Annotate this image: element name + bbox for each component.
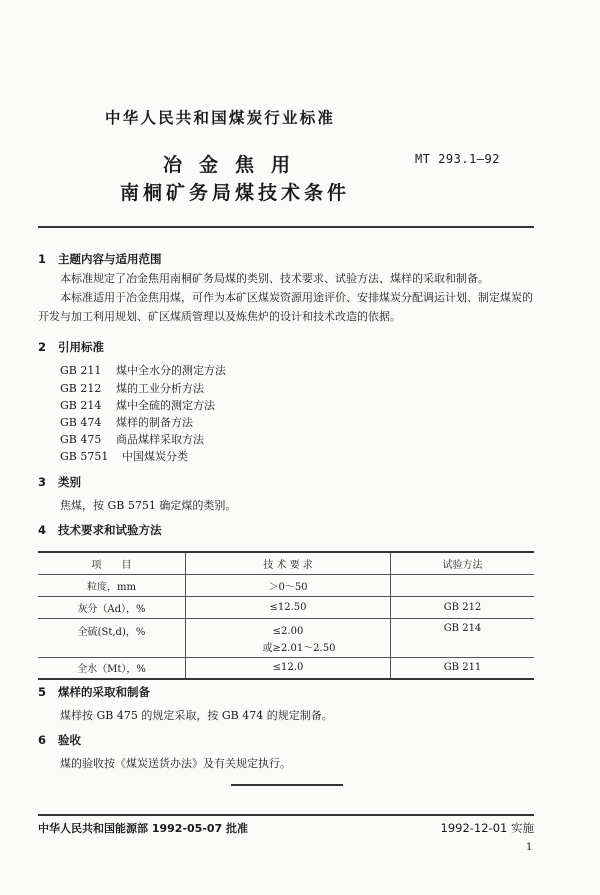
section-number: 2 xyxy=(38,340,47,354)
reference-title: 中国煤炭分类 xyxy=(122,450,188,463)
section-number: 5 xyxy=(38,685,47,699)
section-title: 引用标准 xyxy=(58,340,104,354)
cell-method xyxy=(391,574,535,596)
page-number: 1 xyxy=(526,842,533,853)
reference-title: 煤的工业分析方法 xyxy=(116,382,204,395)
section-title: 煤样的采取和制备 xyxy=(58,685,150,699)
reference-item xyxy=(60,380,204,396)
issuing-body: 中华人民共和国煤炭行业标准 xyxy=(105,109,336,127)
table-header-row xyxy=(38,552,534,574)
cell-item: 灰分（Ad），% xyxy=(38,596,186,618)
reference-item xyxy=(60,448,188,464)
approval-date: 中华人民共和国能源部 1992-05-07 批准 xyxy=(38,822,249,835)
reference-code: GB 475 xyxy=(60,433,102,446)
header-divider xyxy=(38,226,534,228)
section-1-para-2-cont: 开发与加工利用规划、矿区煤质管理以及炼焦炉的设计和技术改造的依据。 xyxy=(38,310,401,323)
column-header-requirement: 技 术 要 求 xyxy=(186,552,391,574)
reference-item xyxy=(60,362,226,378)
section-1-para-1: 本标准规定了冶金焦用南桐矿务局煤的类别、技术要求、试验方法、煤样的采取和制备。 xyxy=(60,272,489,285)
requirement-line-2: 或≥2.01～2.50 xyxy=(262,642,336,654)
table-row xyxy=(38,618,534,657)
cell-item: 全硫(St,d)，% xyxy=(38,618,186,657)
section-5-heading xyxy=(38,684,150,700)
technical-requirements-table xyxy=(38,551,534,680)
section-title: 类别 xyxy=(58,475,81,489)
reference-title: 煤中全硫的测定方法 xyxy=(116,399,215,412)
section-title: 主题内容与适用范围 xyxy=(58,252,162,266)
reference-code: GB 214 xyxy=(60,399,102,412)
cell-method: GB 214 xyxy=(391,618,535,657)
reference-title: 煤中全水分的测定方法 xyxy=(116,364,226,377)
section-2-heading xyxy=(38,339,104,355)
section-3-para: 焦煤，按 GB 5751 确定煤的类别。 xyxy=(60,499,237,512)
reference-item xyxy=(60,414,193,430)
reference-code: GB 5751 xyxy=(60,450,109,463)
reference-item xyxy=(60,397,215,413)
cell-method: GB 212 xyxy=(391,596,535,618)
table-row xyxy=(38,596,534,618)
column-header-method: 试验方法 xyxy=(391,552,535,574)
table-row xyxy=(38,657,534,679)
section-number: 6 xyxy=(38,733,47,747)
end-of-text-rule xyxy=(231,784,343,786)
reference-item xyxy=(60,431,204,447)
section-6-heading xyxy=(38,732,81,748)
reference-code: GB 212 xyxy=(60,382,102,395)
document-title-line2: 南桐矿务局煤技术条件 xyxy=(120,182,351,204)
column-header-item: 项 目 xyxy=(38,552,186,574)
cell-method: GB 211 xyxy=(391,657,535,679)
cell-item: 粒度，mm xyxy=(38,574,186,596)
section-number: 1 xyxy=(38,252,47,266)
section-number: 4 xyxy=(38,523,47,537)
table-row xyxy=(38,574,534,596)
reference-code: GB 474 xyxy=(60,416,102,429)
section-3-heading xyxy=(38,474,81,490)
cell-requirement: ≤12.0 xyxy=(186,657,391,679)
reference-title: 商品煤样采取方法 xyxy=(116,433,204,446)
standard-number: MT 293.1—92 xyxy=(415,152,500,166)
section-6-para: 煤的验收按《煤炭送货办法》及有关规定执行。 xyxy=(60,757,291,770)
section-1-heading xyxy=(38,251,162,267)
cell-item: 全水（Mt），% xyxy=(38,657,186,679)
section-1-para-2: 本标准适用于冶金焦用煤，可作为本矿区煤炭资源用途评价、安排煤炭分配调运计划、制定煤炭的 xyxy=(60,291,533,304)
reference-title: 煤样的制备方法 xyxy=(116,416,193,429)
section-title: 验收 xyxy=(58,733,81,747)
requirement-line-1: ≤2.00 xyxy=(272,625,304,637)
section-title: 技术要求和试验方法 xyxy=(58,523,162,537)
document-title-line1: 冶金焦用 xyxy=(163,154,308,176)
effective-date: 1992-12-01 实施 xyxy=(440,821,534,835)
section-5-para: 煤样按 GB 475 的规定采取，按 GB 474 的规定制备。 xyxy=(60,709,333,722)
cell-requirement: ≤12.50 xyxy=(186,596,391,618)
footer-divider xyxy=(38,814,534,816)
section-4-heading xyxy=(38,522,162,538)
cell-requirement: ＞0～50 xyxy=(186,574,391,596)
section-number: 3 xyxy=(38,475,47,489)
cell-requirement xyxy=(186,618,391,657)
reference-code: GB 211 xyxy=(60,364,102,377)
